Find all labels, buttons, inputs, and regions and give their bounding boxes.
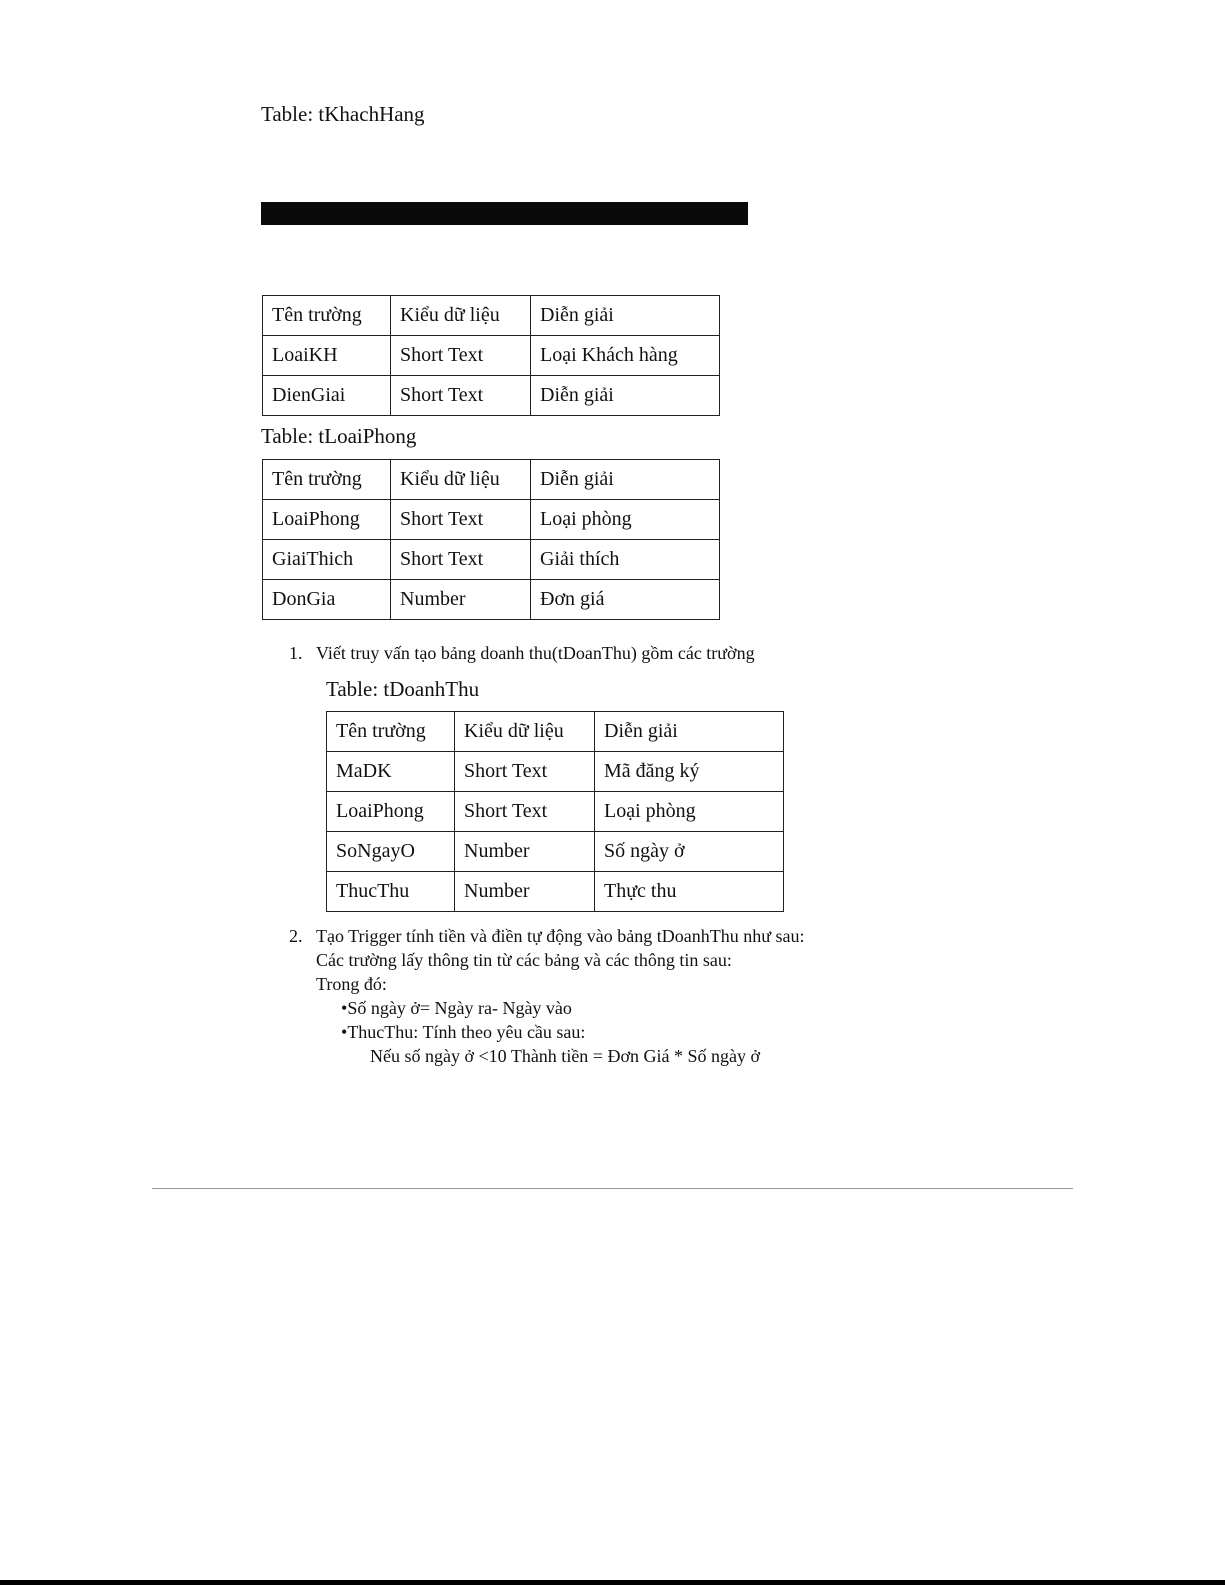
bottom-edge-bar xyxy=(0,1580,1225,1585)
bullet-dot: • xyxy=(341,998,348,1018)
table-loaiphong xyxy=(262,459,720,620)
table-cell: GiaiThich xyxy=(263,540,391,580)
table-cell: Tên trường xyxy=(327,712,455,752)
table-cell: Tên trường xyxy=(263,296,391,336)
table-doanhthu xyxy=(326,711,784,912)
table-row xyxy=(327,872,784,912)
bullet-1-text: Số ngày ở= Ngày ra- Ngày vào xyxy=(347,998,572,1018)
table-cell: Short Text xyxy=(391,376,531,416)
table-row xyxy=(327,752,784,792)
table-cell: MaDK xyxy=(327,752,455,792)
table-khachhang-caption: Table: tKhachHang xyxy=(261,102,425,126)
bullet-1 xyxy=(341,998,572,1019)
table-cell: Diễn giải xyxy=(531,296,720,336)
table-cell: Thực thu xyxy=(595,872,784,912)
table-cell: Short Text xyxy=(391,500,531,540)
table-cell: Đơn giá xyxy=(531,580,720,620)
item2-last-line: Nếu số ngày ở <10 Thành tiền = Đơn Giá * Số ngày ở xyxy=(370,1046,760,1066)
table-loaiphong-caption: Table: tLoaiPhong xyxy=(261,424,417,448)
table-cell: LoaiPhong xyxy=(327,792,455,832)
table-row xyxy=(327,832,784,872)
table-row xyxy=(263,460,720,500)
table-cell: ThucThu xyxy=(327,872,455,912)
item2-line2: Các trường lấy thông tin từ các bảng và các thông tin sau: xyxy=(316,950,732,970)
table-cell: Tên trường xyxy=(263,460,391,500)
table-cell: DonGia xyxy=(263,580,391,620)
redacted-bar xyxy=(261,202,748,225)
table-row xyxy=(263,500,720,540)
item1-number: 1. xyxy=(289,643,303,663)
table-cell: Loại phòng xyxy=(595,792,784,832)
bullet-2-text: ThucThu: Tính theo yêu cầu sau: xyxy=(347,1022,586,1042)
table-row xyxy=(263,296,720,336)
table-doanhthu-caption: Table: tDoanhThu xyxy=(326,677,480,701)
table-row xyxy=(263,336,720,376)
bullet-dot: • xyxy=(341,1022,348,1042)
item2-number: 2. xyxy=(289,926,303,946)
table-cell: Kiểu dữ liệu xyxy=(391,460,531,500)
table-cell: Number xyxy=(455,872,595,912)
table-cell: SoNgayO xyxy=(327,832,455,872)
item2-text: Tạo Trigger tính tiền và điền tự động vào bảng tDoanhThu như sau: xyxy=(316,926,805,946)
table-cell: Diễn giải xyxy=(531,376,720,416)
table-cell: DienGiai xyxy=(263,376,391,416)
table-row xyxy=(263,580,720,620)
table-row xyxy=(327,712,784,752)
table-cell: Loại phòng xyxy=(531,500,720,540)
table-cell: Giải thích xyxy=(531,540,720,580)
item2-line3: Trong đó: xyxy=(316,974,387,994)
bullet-2 xyxy=(341,1022,585,1043)
table-cell: Kiểu dữ liệu xyxy=(455,712,595,752)
table-row xyxy=(327,792,784,832)
table-cell: Kiểu dữ liệu xyxy=(391,296,531,336)
table-cell: LoaiKH xyxy=(263,336,391,376)
table-cell: Diễn giải xyxy=(531,460,720,500)
item1-text: Viết truy vấn tạo bảng doanh thu(tDoanThu) gồm các trường xyxy=(316,643,755,663)
page-divider xyxy=(152,1188,1073,1189)
table-cell: Mã đăng ký xyxy=(595,752,784,792)
table-row xyxy=(263,540,720,580)
table-cell: LoaiPhong xyxy=(263,500,391,540)
table-loaikh xyxy=(262,295,720,416)
table-cell: Diễn giải xyxy=(595,712,784,752)
table-cell: Number xyxy=(391,580,531,620)
table-cell: Short Text xyxy=(391,540,531,580)
table-cell: Số ngày ở xyxy=(595,832,784,872)
table-cell: Short Text xyxy=(391,336,531,376)
table-cell: Loại Khách hàng xyxy=(531,336,720,376)
table-row xyxy=(263,376,720,416)
table-cell: Number xyxy=(455,832,595,872)
table-cell: Short Text xyxy=(455,752,595,792)
table-cell: Short Text xyxy=(455,792,595,832)
